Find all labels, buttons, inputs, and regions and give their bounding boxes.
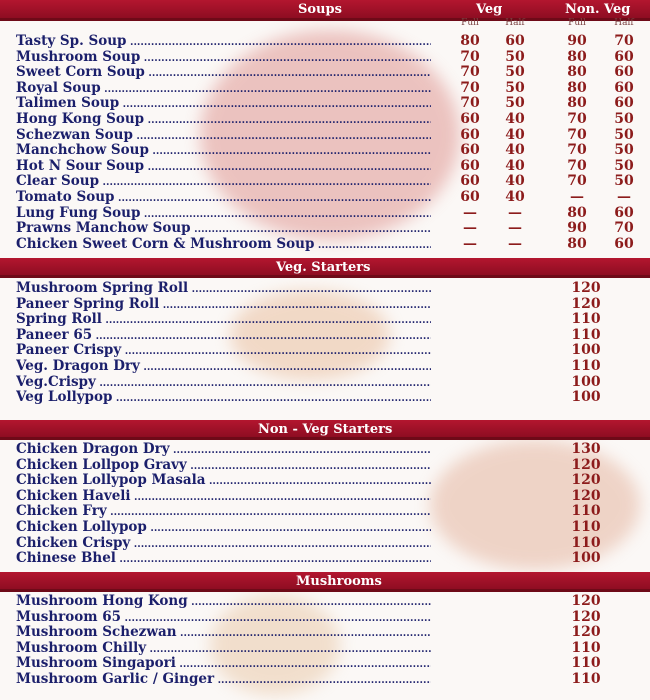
menu-item: [0, 672, 650, 688]
mushrooms-list: [0, 594, 650, 688]
menu-item: [0, 190, 650, 206]
menu-item: [0, 34, 650, 50]
item-price: 110: [571, 670, 601, 687]
price-nh: 70: [614, 220, 634, 237]
menu-item: [0, 359, 650, 375]
price-vh: 50: [505, 95, 525, 112]
item-price: 100: [571, 342, 601, 359]
item-name: Chicken Fry .....: [16, 504, 431, 521]
item-price: 120: [571, 280, 601, 296]
item-name: Chicken Haveli .....: [16, 489, 431, 506]
price-nh: 60: [614, 204, 634, 221]
price-nh: 50: [614, 173, 634, 190]
price-nh: 60: [614, 48, 634, 65]
veg-starters-title: Veg. Starters: [276, 260, 371, 275]
menu-item: [0, 520, 650, 536]
item-name: Schezwan Soup .....: [16, 128, 431, 145]
mushrooms-header: [0, 572, 650, 592]
menu-item: [0, 610, 650, 626]
soups-title: Soups: [298, 2, 342, 17]
item-price: 120: [571, 472, 601, 489]
price-vf: 60: [460, 110, 480, 127]
price-vf: 60: [460, 173, 480, 190]
menu-item: [0, 159, 650, 175]
price-nh: 50: [614, 157, 634, 174]
menu-item: [0, 221, 650, 237]
price-vf: —: [463, 220, 477, 237]
nonveg-header: Non. Veg: [565, 2, 631, 17]
menu-item: [0, 50, 650, 66]
nonveg-half-label: Half: [614, 18, 634, 28]
price-vf: 60: [460, 157, 480, 174]
item-price: 110: [571, 311, 601, 328]
item-name: Chicken Lollpop Gravy .....: [16, 458, 431, 475]
item-name: Mushroom 65 .....: [16, 610, 431, 627]
item-name: Manchchow Soup .....: [16, 143, 431, 160]
item-price: 110: [571, 534, 601, 551]
price-vh: —: [508, 220, 522, 237]
item-price: 110: [571, 326, 601, 343]
menu-item: [0, 312, 650, 328]
menu-item: [0, 281, 650, 297]
menu-item: [0, 96, 650, 112]
item-name: Talimen Soup .....: [16, 96, 431, 113]
price-nf: —: [570, 188, 584, 205]
item-name: Chicken Lollypop .....: [16, 520, 431, 537]
item-name: Paneer Crispy .....: [16, 343, 431, 360]
price-vh: 40: [505, 157, 525, 174]
menu-item: [0, 594, 650, 610]
price-nh: 60: [614, 64, 634, 81]
price-nf: 90: [567, 220, 587, 237]
price-vf: 60: [460, 188, 480, 205]
menu-item: [0, 112, 650, 128]
item-name: Mushroom Soup .....: [16, 50, 431, 67]
price-nf: 80: [567, 204, 587, 221]
item-name: Tomato Soup .....: [16, 190, 431, 207]
menu-item: [0, 128, 650, 144]
item-price: 110: [571, 503, 601, 520]
menu-item: [0, 328, 650, 344]
price-vf: 80: [460, 33, 480, 49]
item-price: 100: [571, 373, 601, 390]
soups-list: [0, 34, 650, 252]
price-vf: 60: [460, 126, 480, 143]
price-vh: —: [508, 235, 522, 252]
menu-item: [0, 458, 650, 474]
price-vh: 40: [505, 126, 525, 143]
menu-item: [0, 81, 650, 97]
item-name: Veg. Dragon Dry .....: [16, 359, 431, 376]
menu-item: [0, 656, 650, 672]
item-price: 110: [571, 655, 601, 672]
item-price: 120: [571, 608, 601, 625]
price-vh: 50: [505, 79, 525, 96]
price-vh: 60: [505, 33, 525, 49]
veg-full-label: Full: [461, 18, 479, 28]
nonveg-starters-header: [0, 420, 650, 440]
price-vf: 70: [460, 64, 480, 81]
price-nf: 80: [567, 64, 587, 81]
item-name: Chicken Crispy .....: [16, 536, 431, 553]
price-nh: 60: [614, 95, 634, 112]
item-name: Prawns Manchow Soup .....: [16, 221, 431, 238]
item-name: Chicken Lollypop Masala .....: [16, 473, 431, 490]
price-nh: 50: [614, 142, 634, 159]
price-nh: 60: [614, 79, 634, 96]
item-name: Paneer Spring Roll .....: [16, 297, 431, 314]
item-name: Mushroom Hong Kong .....: [16, 594, 431, 611]
item-name: Lung Fung Soup .....: [16, 206, 431, 223]
nonveg-starters-list: [0, 442, 650, 567]
price-vh: 40: [505, 173, 525, 190]
nonveg-starters-title: Non - Veg Starters: [258, 422, 393, 437]
price-vf: 70: [460, 95, 480, 112]
price-nf: 70: [567, 157, 587, 174]
price-nf: 80: [567, 235, 587, 252]
menu-item: [0, 551, 650, 567]
menu-item: [0, 206, 650, 222]
menu-item: [0, 65, 650, 81]
price-vh: 40: [505, 188, 525, 205]
item-price: 120: [571, 487, 601, 504]
menu-item: [0, 375, 650, 391]
menu-item: [0, 536, 650, 552]
item-name: Sweet Corn Soup .....: [16, 65, 431, 82]
price-nf: 80: [567, 95, 587, 112]
item-price: 120: [571, 456, 601, 473]
price-nh: 70: [614, 33, 634, 49]
item-name: Chinese Bhel .....: [16, 551, 431, 568]
menu-item: [0, 343, 650, 359]
price-nf: 70: [567, 173, 587, 190]
price-nh: 60: [614, 235, 634, 252]
item-price: 110: [571, 518, 601, 535]
price-vf: 70: [460, 79, 480, 96]
item-name: Chicken Dragon Dry .....: [16, 442, 431, 459]
item-name: Hot N Sour Soup .....: [16, 159, 431, 176]
menu-item: [0, 625, 650, 641]
price-vf: 60: [460, 142, 480, 159]
price-vf: —: [463, 204, 477, 221]
price-nh: —: [617, 188, 631, 205]
menu-item: [0, 237, 650, 253]
mushrooms-title: Mushrooms: [296, 574, 382, 589]
veg-starters-list: [0, 281, 650, 406]
item-name: Chicken Sweet Corn & Mushroom Soup .....: [16, 237, 431, 254]
item-name: Mushroom Chilly .....: [16, 641, 431, 658]
price-nf: 80: [567, 79, 587, 96]
item-name: Paneer 65 .....: [16, 328, 431, 345]
menu-item: [0, 641, 650, 657]
item-price: 100: [571, 550, 601, 567]
menu-item: [0, 390, 650, 406]
nonveg-full-label: Full: [568, 18, 586, 28]
price-nf: 80: [567, 48, 587, 65]
item-name: Mushroom Garlic / Ginger .....: [16, 672, 431, 689]
item-price: 130: [571, 441, 601, 457]
item-price: 120: [571, 593, 601, 609]
item-name: Mushroom Spring Roll .....: [16, 281, 431, 298]
price-vh: 40: [505, 142, 525, 159]
item-name: Spring Roll .....: [16, 312, 431, 329]
item-price: 110: [571, 639, 601, 656]
menu-item: [0, 143, 650, 159]
price-nf: 70: [567, 142, 587, 159]
price-vf: —: [463, 235, 477, 252]
price-nh: 50: [614, 110, 634, 127]
item-name: Royal Soup .....: [16, 81, 431, 98]
menu-item: [0, 442, 650, 458]
item-name: Hong Kong Soup .....: [16, 112, 431, 129]
item-price: 120: [571, 624, 601, 641]
item-name: Tasty Sp. Soup .....: [16, 34, 431, 51]
price-nf: 90: [567, 33, 587, 49]
item-name: Clear Soup .....: [16, 174, 431, 191]
item-name: Mushroom Schezwan .....: [16, 625, 431, 642]
item-name: Veg.Crispy .....: [16, 375, 431, 392]
menu-item: [0, 504, 650, 520]
item-name: Mushroom Singapori .....: [16, 656, 431, 673]
item-name: Veg Lollypop .....: [16, 390, 431, 407]
price-vh: 50: [505, 48, 525, 65]
item-price: 120: [571, 295, 601, 312]
menu-item: [0, 297, 650, 313]
menu-item: [0, 489, 650, 505]
soups-header: [0, 0, 650, 21]
price-nf: 70: [567, 110, 587, 127]
item-price: 110: [571, 357, 601, 374]
price-vh: 40: [505, 110, 525, 127]
veg-header: Veg: [476, 2, 503, 17]
price-nh: 50: [614, 126, 634, 143]
price-vh: 50: [505, 64, 525, 81]
veg-half-label: Half: [505, 18, 525, 28]
veg-starters-header: [0, 258, 650, 278]
menu-item: [0, 174, 650, 190]
item-price: 100: [571, 389, 601, 406]
price-nf: 70: [567, 126, 587, 143]
price-vf: 70: [460, 48, 480, 65]
menu-item: [0, 473, 650, 489]
price-vh: —: [508, 204, 522, 221]
